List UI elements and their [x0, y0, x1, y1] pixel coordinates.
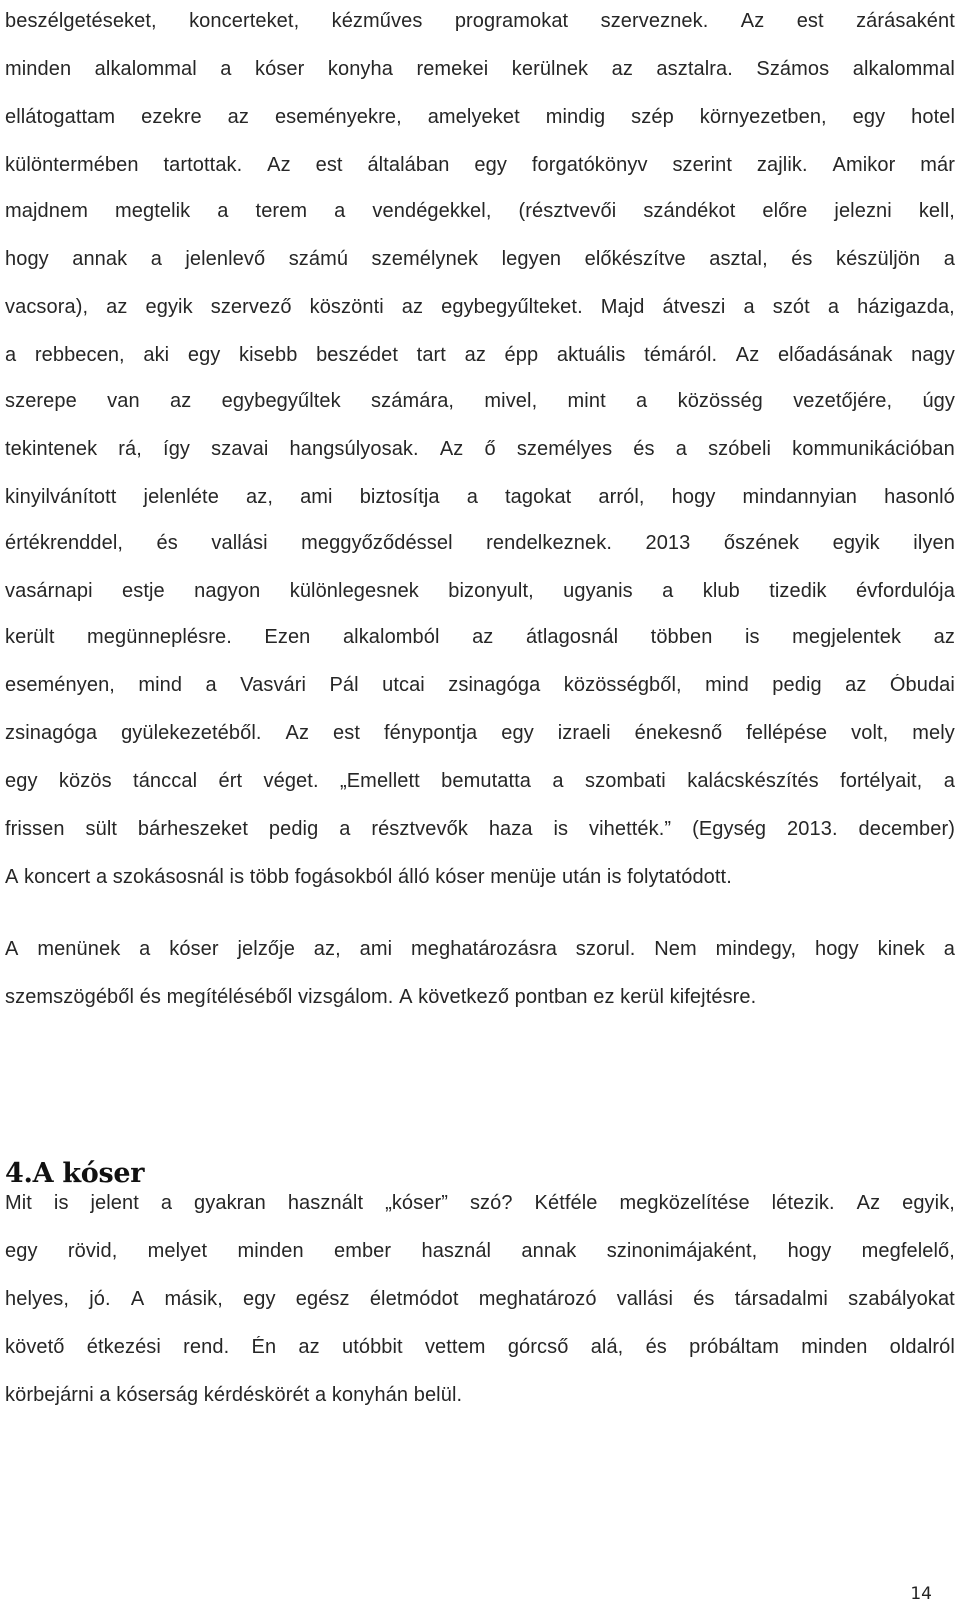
text-line: helyes, jó. A másik, egy egész életmódot meghatározó vallási és társadalmi szabályokat: [5, 1288, 955, 1310]
text-line: A koncert a szokásosnál is több fogásokból álló kóser menüje után is folytatódott.: [5, 866, 732, 888]
page-number: 14: [910, 1584, 932, 1604]
text-line: tekintenek rá, így szavai hangsúlyosak. Az ő személyes és a szóbeli kommunikációban: [5, 438, 955, 460]
text-line: eseményen, mind a Vasvári Pál utcai zsinagóga közösségből, mind pedig az Óbudai: [5, 674, 955, 696]
text-line: ellátogattam ezekre az eseményekre, amelyeket mindig szép környezetben, egy hotel: [5, 106, 955, 128]
text-line: értékrenddel, és vallási meggyőződéssel rendelkeznek. 2013 őszének egyik ilyen: [5, 532, 955, 554]
text-line: A menünek a kóser jelzője az, ami meghatározásra szorul. Nem mindegy, hogy kinek a: [5, 938, 955, 960]
text-line: hogy annak a jelenlevő számú személynek legyen előkészítve asztal, és készüljön a: [5, 248, 955, 270]
text-line: kinyilvánított jelenléte az, ami biztosítja a tagokat arról, hogy mindannyian hasonló: [5, 486, 955, 508]
text-line: körbejárni a kóserság kérdéskörét a konyhán belül.: [5, 1384, 463, 1406]
text-line: a rebbecen, aki egy kisebb beszédet tart az épp aktuális témáról. Az előadásának nagy: [5, 344, 955, 366]
text-line: majdnem megtelik a terem a vendégekkel, (résztvevői szándékot előre jelezni kell,: [5, 200, 955, 222]
text-line: vasárnapi estje nagyon különlegesnek bizonyult, ugyanis a klub tizedik évfordulója: [5, 580, 955, 602]
text-line: szerepe van az egybegyűltek számára, mivel, mint a közösség vezetőjére, úgy: [5, 390, 955, 412]
text-line: követő étkezési rend. Én az utóbbit vettem górcső alá, és próbáltam minden oldalról: [5, 1336, 955, 1358]
text-line: különtermében tartottak. Az est általában egy forgatókönyv szerint zajlik. Amikor már: [5, 154, 955, 176]
section-heading: 4.A kóser: [5, 1158, 145, 1189]
text-line: egy rövid, melyet minden ember használ annak szinonimájaként, hogy megfelelő,: [5, 1240, 955, 1262]
text-line: zsinagóga gyülekezetéből. Az est fénypontja egy izraeli énekesnő fellépése volt, mely: [5, 722, 955, 744]
text-line: vacsora), az egyik szervező köszönti az egybegyűlteket. Majd átveszi a szót a házigazda,: [5, 296, 955, 318]
text-line: szemszögéből és megítéléséből vizsgálom. A következő pontban ez kerül kifejtésre.: [5, 986, 757, 1008]
text-line: került megünneplésre. Ezen alkalomból az átlagosnál többen is megjelentek az: [5, 626, 955, 648]
text-line: Mit is jelent a gyakran használt „kóser” szó? Kétféle megközelítése létezik. Az egyik,: [5, 1192, 955, 1214]
text-line: egy közös tánccal ért véget. „Emellett bemutatta a szombati kalácskészítés fortélyait, a: [5, 770, 955, 792]
text-line: minden alkalommal a kóser konyha remekei kerülnek az asztalra. Számos alkalommal: [5, 58, 955, 80]
text-line: frissen sült bárheszeket pedig a résztvevők haza is vihették.” (Egység 2013. december): [5, 818, 955, 840]
text-line: beszélgetéseket, koncerteket, kézműves programokat szerveznek. Az est zárásaként: [5, 10, 955, 32]
